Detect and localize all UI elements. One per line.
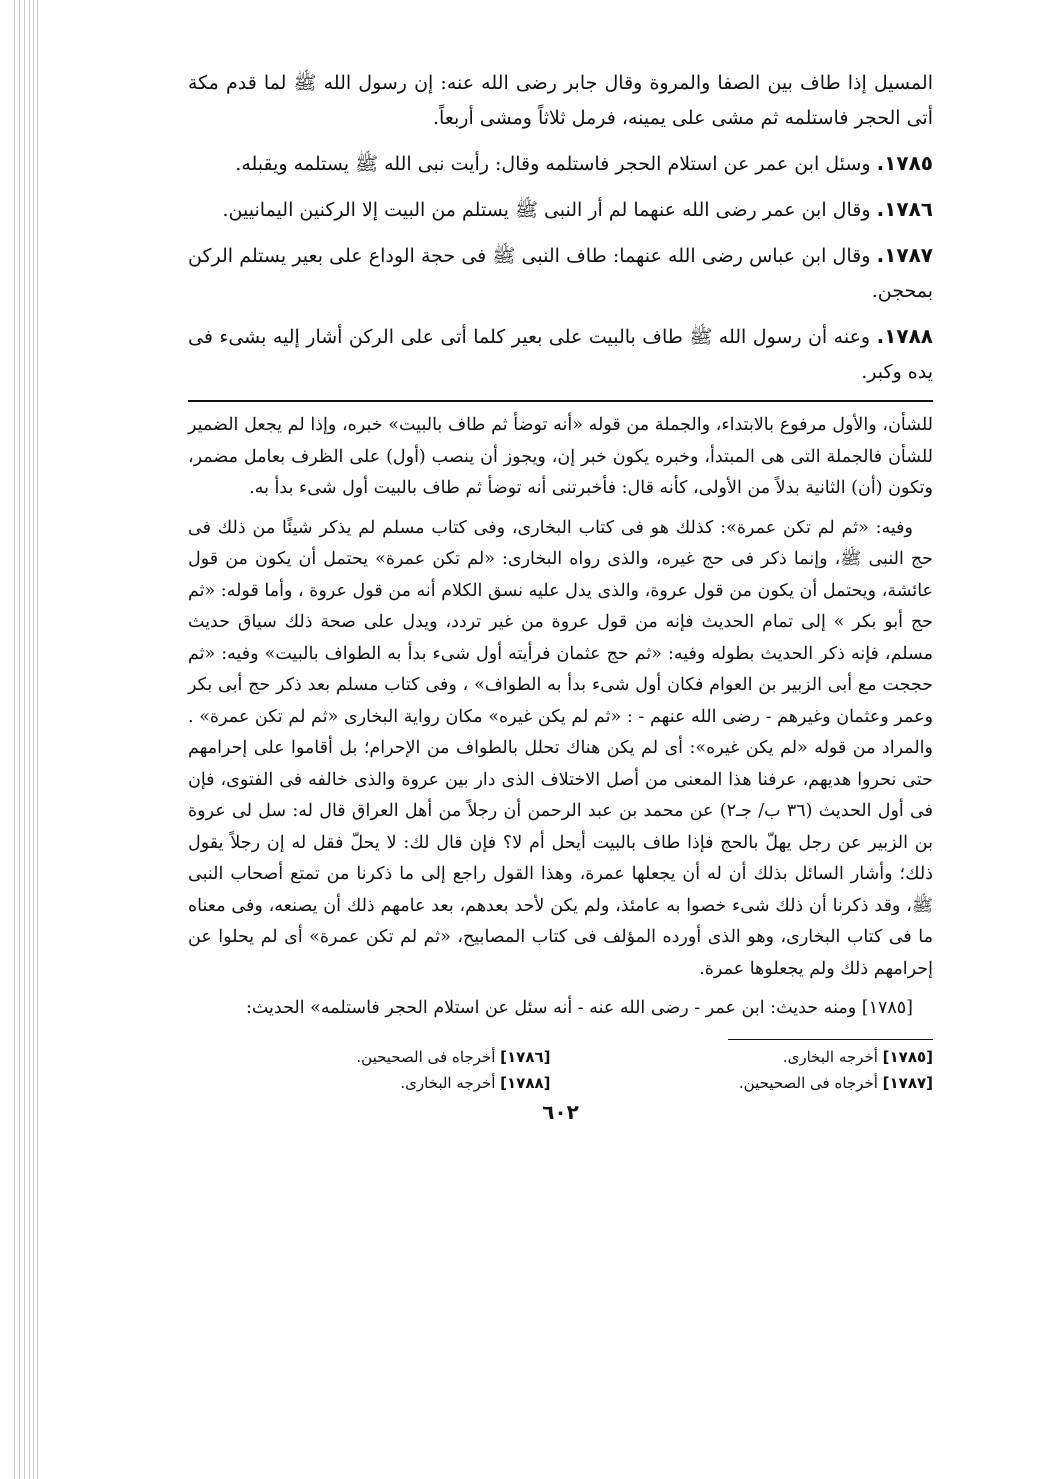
continuation-paragraph: المسيل إذا طاف بين الصفا والمروة وقال جابر رضى الله عنه: إن رسول الله ﷺ لما قدم مكة أتى الحجر فاستلمه ثم مشى على يمينه، فرمل ثلاثاً ومشى أربعاً. — [188, 72, 933, 129]
hadith-text: وعنه أن رسول الله ﷺ طاف بالبيت على بعير كلما أتى على الركن أشار إليه بشىء فى يده وكبر. — [188, 326, 933, 383]
scan-edge-lines — [14, 0, 38, 1479]
book-page — [188, 66, 933, 1124]
footnote-1787 — [571, 1070, 934, 1096]
hadith-number: ١٧٨٦. — [876, 197, 933, 221]
footnote-text: أخرجاه فى الصحيحين. — [356, 1047, 501, 1066]
footnote-text: أخرجه البخارى. — [782, 1047, 883, 1066]
hadith-number: ١٧٨٥. — [876, 151, 933, 175]
footnote-1788 — [188, 1070, 551, 1096]
hadith-1785 — [188, 146, 933, 182]
footnote-divider — [728, 1039, 933, 1040]
commentary-paragraph-1: للشأن، والأول مرفوع بالابتداء، والجملة من قوله «أنه توضأ ثم طاف بالبيت» خبره، وإذا لم يجعل الضمير للشأن فالجملة التى هى المبتدأ، وخبره يكون خبر إن، ويجوز أن ينصب (أول) على الظرف بعامل مضمر، وتكون (أن) الثانية بدلاً من الأولى، كأنه قال: فأخبرتنى أنه توضأ ثم طاف بالبيت أول شىء بدأ به. — [188, 415, 933, 498]
commentary-paragraph-2: وفيه: «ثم لم تكن عمرة»: كذلك هو فى كتاب البخارى، وفى كتاب مسلم لم يذكر شيئًا من ذلك فى حج النبى ﷺ، وإنما ذكر فى حج غيره، والذى رواه البخارى: «لم تكن عمرة» يحتمل أن يكون من قول عائشة، ويحتمل أن يكون من قول عروة، والذى يدل عليه نسق الكلام أنه من قول عروة ، وأما قوله: «ثم حج أبو بكر » إلى تمام الحديث فإنه من قول عروة من غير تردد، ويدل على صحة ذلك سياق حديث مسلم، فإنه ذكر الحديث بطوله وفيه: «ثم حج عثمان فرأيته أول شىء بدأ به الطواف بالبيت» وفيه: «ثم حججت مع أبى الزبير بن العوام فكان أول شىء بدأ به الطواف» ، وفى كتاب مسلم بعد ذكر حج أبى بكر وعمر وعثمان وغيرهم - رضى الله عنهم - : «ثم لم يكن غيره» مكان رواية البخارى «ثم لم تكن عمرة» . والمراد من قوله «لم يكن غيره»: أى لم يكن هناك تحلل بالطواف من الإحرام؛ بل أقاموا على إحرامهم حتى نحروا هديهم، عرفنا هذا المعنى من أصل الاختلاف الذى دار بين عروة والذى خالفه فى الفتوى، فإن فى أول الحديث (٣٦ ب/ جـ٢) عن محمد بن عبد الرحمن أن رجلاً من أهل العراق قال له: سل لى عروة بن الزبير عن رجل يهلّ بالحج فإذا طاف بالبيت أيحل أم لا؟ فإن قال لك: لا يحلّ فقل له إن رجلاً يقول ذلك؛ وأشار السائل بذلك أن له أن يجعلها عمرة، وهذا القول راجع إلى ما ذكرنا من تمتع أصحاب النبى ﷺ، وقد ذكرنا أن ذلك شىء خصوا به عامئذ، ولم يكن لأحد بعدهم، بعد عامهم ذلك أن يصنعه، وفى معناه ما فى كتاب البخارى، وهو الذى أورده المؤلف فى كتاب المصابيح، «ثم لم تكن عمرة» أى لم يحلوا عن إحرامهم ذلك ولم يجعلوها عمرة. — [188, 517, 933, 979]
footnote-1786 — [188, 1044, 551, 1070]
footnote-text: أخرجاه فى الصحيحين. — [738, 1073, 883, 1092]
footnote-number: [١٧٨٨] — [500, 1073, 551, 1092]
page-number: ٦٠٢ — [542, 1099, 579, 1124]
commentary-paragraph-3: [١٧٨٥] ومنه حديث: ابن عمر - رضى الله عنه - أنه سئل عن استلام الحجر فاستلمه» الحديث: — [245, 998, 913, 1018]
hadith-text: وقال ابن عمر رضى الله عنهما لم أر النبى ﷺ يستلم من البيت إلا الركنين اليمانيين. — [222, 199, 877, 221]
footnote-number: [١٧٨٥] — [882, 1047, 933, 1066]
footnotes — [188, 1044, 933, 1096]
footnote-number: [١٧٨٦] — [500, 1047, 551, 1066]
hadith-1788 — [188, 319, 933, 390]
section-divider — [188, 400, 933, 402]
hadith-text: وسئل ابن عمر عن استلام الحجر فاستلمه وقال: رأيت نبى الله ﷺ يستلمه ويقبله. — [235, 153, 877, 175]
hadith-text: وقال ابن عباس رضى الله عنهما: طاف النبى ﷺ فى حجة الوداع على بعير يستلم الركن بمحجن. — [188, 245, 933, 302]
footnote-number: [١٧٨٧] — [882, 1073, 933, 1092]
hadith-number: ١٧٨٧. — [876, 243, 933, 267]
hadith-1787 — [188, 238, 933, 309]
footnote-1785 — [571, 1044, 934, 1070]
hadith-number: ١٧٨٨. — [876, 324, 933, 348]
hadith-1786 — [188, 192, 933, 228]
footnote-text: أخرجه البخارى. — [400, 1073, 501, 1092]
